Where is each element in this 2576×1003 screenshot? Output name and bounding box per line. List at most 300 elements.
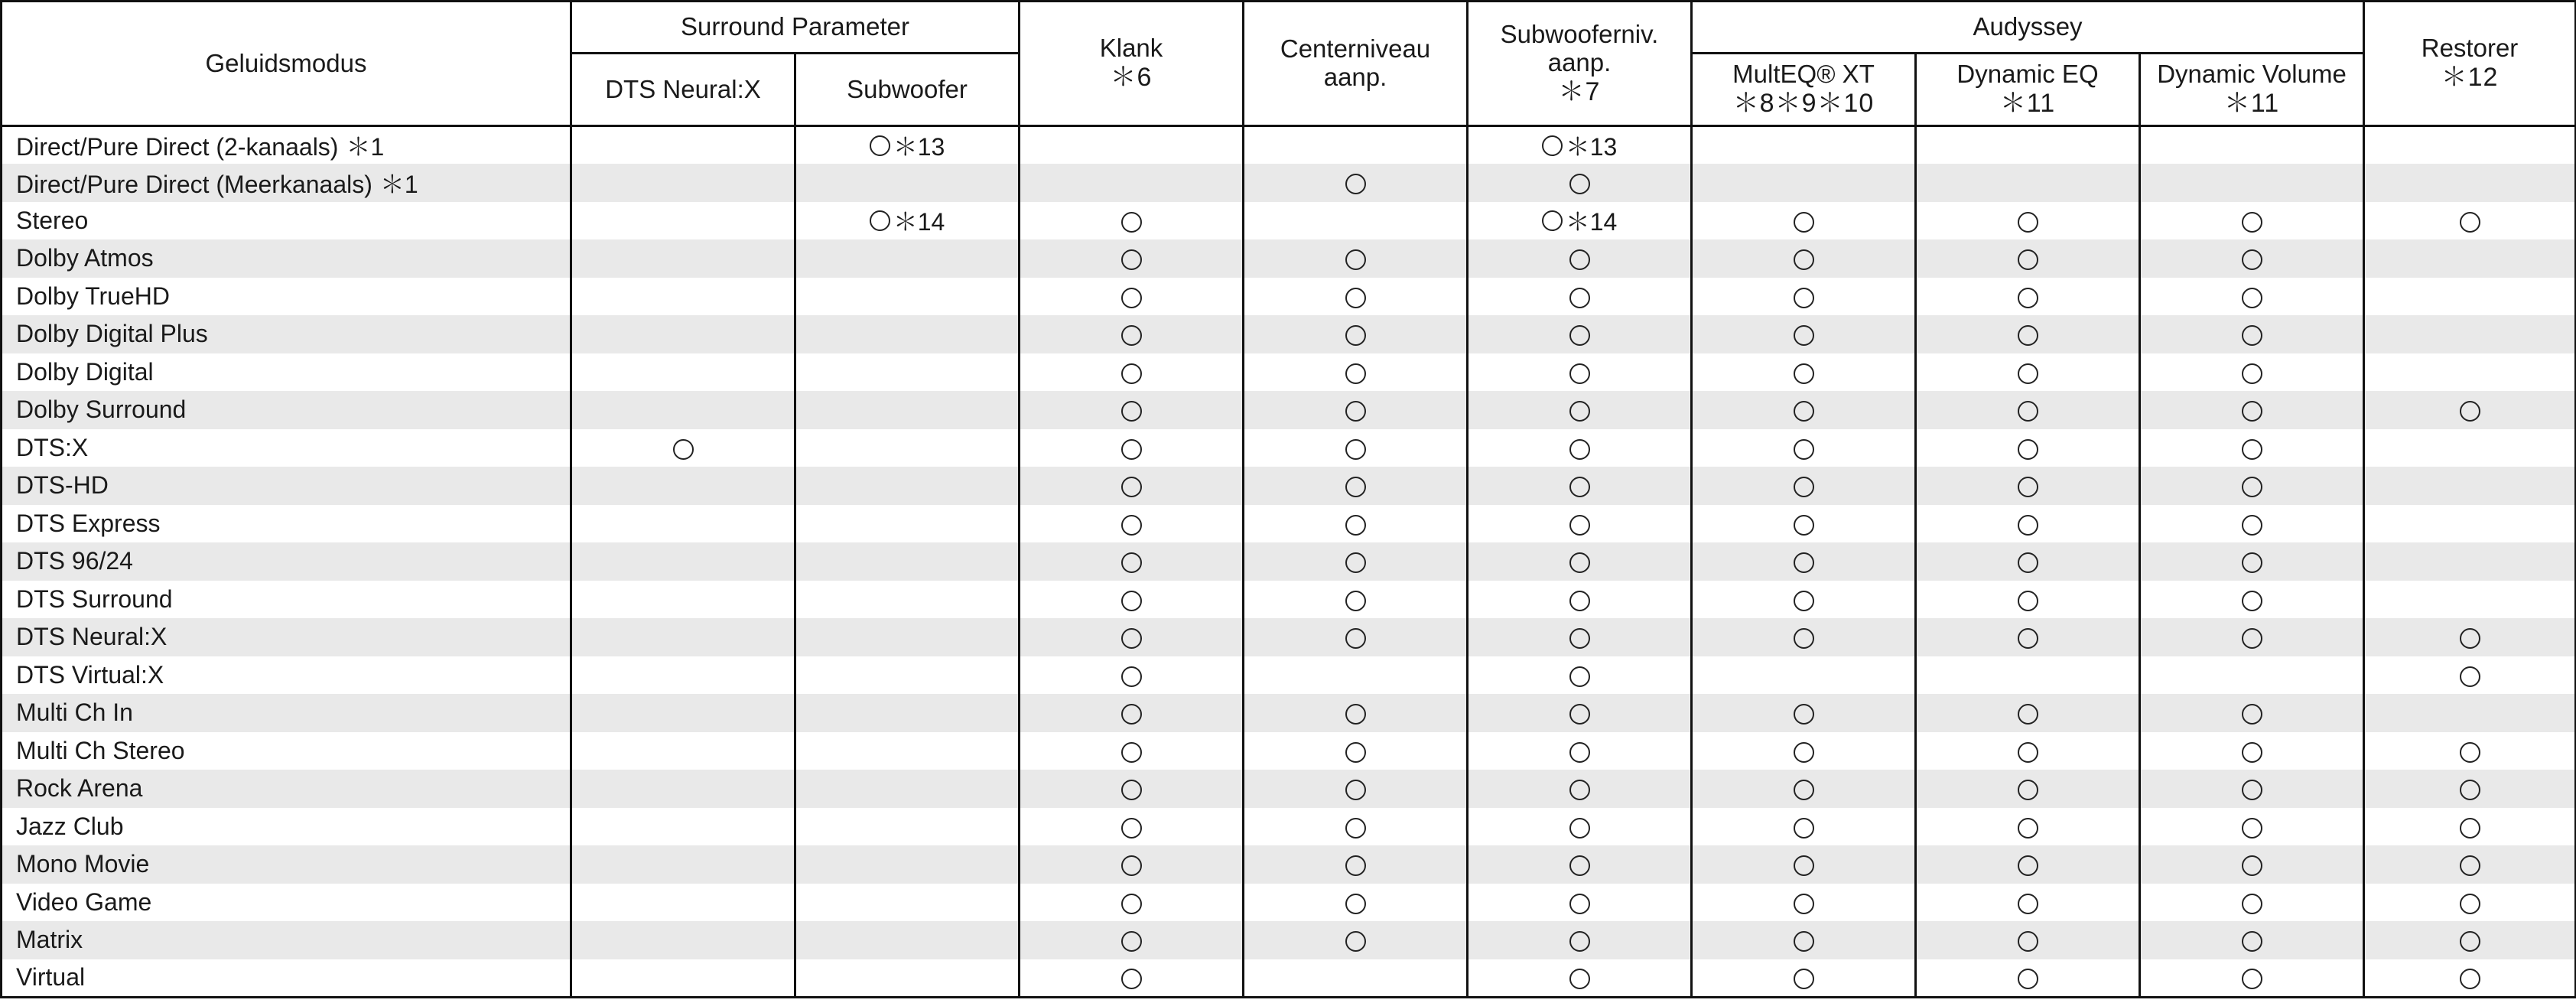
cell-klank [1020,429,1244,467]
cell-dynamic-volume [2140,845,2364,884]
supported-circle-icon [1569,477,1590,497]
cell-multeq-xt [1692,278,1916,316]
cell-multeq-xt [1692,467,1916,505]
cell-klank [1020,391,1244,429]
sound-mode-cell [2,618,571,656]
header-audyssey: Audyssey [1692,2,2364,54]
cell-dts-neural-x [571,505,795,543]
cell-subwoofer-level [1468,126,1692,164]
supported-circle-icon [2242,591,2262,611]
cell-klank [1020,542,1244,581]
cell-dynamic-eq [1916,656,2140,695]
supported-circle-icon [1794,855,1814,876]
supported-circle-icon [2242,325,2262,346]
cell-dynamic-volume [2140,732,2364,770]
supported-circle-icon [1345,363,1366,384]
supported-circle-icon [1794,894,1814,914]
cell-restorer [2364,429,2576,467]
cell-klank [1020,808,1244,846]
cell-subwoofer-level [1468,278,1692,316]
cell-dynamic-volume [2140,542,2364,581]
supported-circle-icon [2018,439,2038,460]
header-restorer [2364,2,2576,126]
supported-circle-icon [2460,212,2480,233]
table-row [2,542,2576,581]
cell-multeq-xt [1692,808,1916,846]
supported-circle-icon [2018,628,2038,649]
cell-dynamic-eq [1916,164,2140,202]
cell-subwoofer [795,542,1020,581]
cell-dts-neural-x [571,315,795,353]
supported-circle-icon [2018,591,2038,611]
cell-footnote: ＊13 [893,133,945,161]
cell-klank [1020,618,1244,656]
supported-circle-icon [1121,855,1142,876]
cell-dynamic-volume [2140,884,2364,922]
supported-circle-icon [1121,515,1142,536]
cell-centerniveau [1244,467,1468,505]
cell-subwoofer-level [1468,164,1692,202]
cell-subwoofer-level [1468,542,1692,581]
supported-circle-icon [1794,969,1814,989]
multeq-note: ＊8＊9＊10 [1732,89,1875,119]
supported-circle-icon [1345,325,1366,346]
cell-subwoofer [795,959,1020,998]
supported-circle-icon [2242,704,2262,725]
cell-restorer [2364,732,2576,770]
supported-circle-icon [2460,855,2480,876]
sound-mode-label: DTS:X [16,433,89,461]
cell-dynamic-eq [1916,732,2140,770]
cell-dynamic-eq [1916,694,2140,732]
cell-subwoofer [795,505,1020,543]
cell-dynamic-eq [1916,808,2140,846]
cell-subwoofer-level [1468,467,1692,505]
supported-circle-icon [1345,894,1366,914]
cell-restorer [2364,770,2576,808]
cell-klank [1020,164,1244,202]
supported-circle-icon [1569,704,1590,725]
cell-multeq-xt [1692,732,1916,770]
cell-subwoofer [795,656,1020,695]
cell-restorer [2364,694,2576,732]
sound-mode-cell [2,808,571,846]
sound-mode-label: Jazz Club [16,812,124,840]
header-centerniveau [1244,2,1468,126]
cell-dynamic-eq [1916,884,2140,922]
cell-subwoofer-level [1468,845,1692,884]
cell-klank [1020,126,1244,164]
header-sound-mode: Geluidsmodus [2,2,571,126]
supported-circle-icon [1121,969,1142,989]
cell-klank [1020,315,1244,353]
supported-circle-icon [2018,401,2038,422]
supported-circle-icon [2242,894,2262,914]
sound-mode-label: Multi Ch Stereo [16,736,185,764]
cell-centerniveau [1244,770,1468,808]
cell-klank [1020,732,1244,770]
supported-circle-icon [2242,477,2262,497]
cell-dynamic-eq [1916,542,2140,581]
cell-centerniveau [1244,732,1468,770]
table-row [2,164,2576,202]
cell-restorer [2364,239,2576,278]
supported-circle-icon [2242,515,2262,536]
cell-subwoofer-level [1468,694,1692,732]
cell-subwoofer [795,694,1020,732]
supported-circle-icon [1542,210,1563,231]
cell-subwoofer [795,618,1020,656]
sound-mode-label: DTS-HD [16,471,109,500]
supported-circle-icon [2018,969,2038,989]
cell-klank [1020,656,1244,695]
cell-klank [1020,239,1244,278]
sound-mode-label: DTS Surround [16,585,173,613]
supported-circle-icon [1569,931,1590,952]
cell-multeq-xt [1692,126,1916,164]
cell-dts-neural-x [571,581,795,619]
supported-circle-icon [1345,931,1366,952]
supported-circle-icon [1345,628,1366,649]
cell-dynamic-eq [1916,391,2140,429]
sound-mode-cell [2,164,571,202]
cell-multeq-xt [1692,164,1916,202]
cell-restorer [2364,808,2576,846]
cell-multeq-xt [1692,315,1916,353]
cell-restorer [2364,581,2576,619]
supported-circle-icon [2018,552,2038,573]
cell-subwoofer-level [1468,618,1692,656]
supported-circle-icon [870,135,890,156]
cell-subwoofer-level [1468,656,1692,695]
sound-mode-label: Mono Movie [16,850,150,878]
cell-centerniveau [1244,808,1468,846]
cell-dynamic-volume [2140,315,2364,353]
cell-restorer [2364,164,2576,202]
cell-subwoofer-level [1468,959,1692,998]
subniv-label-line2: aanp. [1547,47,1612,77]
supported-circle-icon [2242,818,2262,839]
header-subwoofer-level [1468,2,1692,126]
supported-circle-icon [1121,401,1142,422]
supported-circle-icon [2018,249,2038,270]
supported-circle-icon [2242,288,2262,308]
restorer-note: ＊12 [2441,63,2499,93]
supported-circle-icon [1794,704,1814,725]
table-row [2,278,2576,316]
supported-circle-icon [2242,249,2262,270]
supported-circle-icon [2460,628,2480,649]
sound-mode-label: Dolby Surround [16,396,187,424]
cell-centerniveau [1244,164,1468,202]
sound-mode-cell [2,239,571,278]
cell-restorer [2364,278,2576,316]
supported-circle-icon [2018,515,2038,536]
sound-mode-cell [2,353,571,392]
supported-circle-icon [1569,780,1590,800]
table-row [2,770,2576,808]
supported-circle-icon [1569,439,1590,460]
cell-centerniveau [1244,618,1468,656]
cell-centerniveau [1244,202,1468,240]
cell-dynamic-volume [2140,921,2364,959]
table-row [2,618,2576,656]
cell-dynamic-eq [1916,618,2140,656]
cell-centerniveau [1244,694,1468,732]
supported-circle-icon [2460,894,2480,914]
sound-mode-label: DTS Neural:X [16,623,168,651]
cell-dts-neural-x [571,542,795,581]
cell-subwoofer-level [1468,505,1692,543]
supported-circle-icon [1121,780,1142,800]
cell-centerniveau [1244,581,1468,619]
cell-dynamic-volume [2140,808,2364,846]
sound-mode-cell [2,884,571,922]
table-row [2,845,2576,884]
supported-circle-icon [1794,212,1814,233]
sound-mode-cell [2,921,571,959]
cell-restorer [2364,202,2576,240]
table-row [2,505,2576,543]
sound-mode-cell [2,770,571,808]
sound-mode-cell [2,467,571,505]
cell-footnote: ＊14 [1565,208,1618,236]
supported-circle-icon [2242,363,2262,384]
cell-restorer [2364,542,2576,581]
sound-mode-label: Matrix [16,926,83,954]
cell-centerniveau [1244,542,1468,581]
header-multeq-xt [1692,54,1916,126]
table-row [2,921,2576,959]
sound-mode-label: Virtual [16,963,86,991]
supported-circle-icon [1345,174,1366,194]
cell-dynamic-volume [2140,959,2364,998]
cell-dynamic-volume [2140,656,2364,695]
cell-dynamic-eq [1916,959,2140,998]
supported-circle-icon [673,439,694,460]
cell-subwoofer [795,126,1020,164]
cell-centerniveau [1244,656,1468,695]
cell-subwoofer [795,921,1020,959]
cell-centerniveau [1244,353,1468,392]
subniv-label-line1: Subwooferniv. [1500,20,1659,48]
cell-centerniveau [1244,429,1468,467]
cell-subwoofer-level [1468,921,1692,959]
supported-circle-icon [2018,818,2038,839]
cell-subwoofer-level [1468,391,1692,429]
cell-dynamic-eq [1916,770,2140,808]
subniv-note: ＊7 [1558,77,1601,106]
cell-centerniveau [1244,315,1468,353]
supported-circle-icon [1345,704,1366,725]
cell-dynamic-volume [2140,618,2364,656]
cell-subwoofer [795,732,1020,770]
table-row [2,884,2576,922]
cell-dts-neural-x [571,959,795,998]
sound-mode-note: ＊1 [346,133,385,161]
sound-mode-cell [2,505,571,543]
table-row [2,391,2576,429]
supported-circle-icon [1121,931,1142,952]
supported-circle-icon [1345,288,1366,308]
supported-circle-icon [2460,742,2480,763]
supported-circle-icon [1794,780,1814,800]
cell-dts-neural-x [571,391,795,429]
cell-subwoofer [795,770,1020,808]
cell-subwoofer-level [1468,732,1692,770]
supported-circle-icon [1345,477,1366,497]
sound-mode-cell [2,126,571,164]
cell-centerniveau [1244,239,1468,278]
supported-circle-icon [870,210,890,231]
supported-circle-icon [1121,477,1142,497]
cell-multeq-xt [1692,581,1916,619]
sound-mode-cell [2,959,571,998]
table-row [2,959,2576,998]
cell-footnote: ＊13 [1565,133,1618,161]
cell-dynamic-volume [2140,202,2364,240]
supported-circle-icon [2460,818,2480,839]
supported-circle-icon [2018,742,2038,763]
cell-dynamic-eq [1916,505,2140,543]
sound-mode-label: Stereo [16,206,89,234]
supported-circle-icon [1345,552,1366,573]
supported-circle-icon [1345,780,1366,800]
cell-klank [1020,694,1244,732]
supported-circle-icon [1794,477,1814,497]
header-dynamic-volume [2140,54,2364,126]
cell-restorer [2364,618,2576,656]
cell-klank [1020,353,1244,392]
dynvol-note: ＊11 [2223,89,2280,119]
cell-subwoofer [795,239,1020,278]
sound-mode-label: DTS Express [16,509,161,537]
cell-klank [1020,959,1244,998]
sound-mode-note: ＊1 [379,170,418,198]
supported-circle-icon [1569,325,1590,346]
supported-circle-icon [2018,212,2038,233]
cell-centerniveau [1244,845,1468,884]
supported-circle-icon [2018,363,2038,384]
supported-circle-icon [1121,818,1142,839]
cell-dynamic-volume [2140,126,2364,164]
cell-multeq-xt [1692,884,1916,922]
cell-subwoofer-level [1468,315,1692,353]
supported-circle-icon [1794,401,1814,422]
supported-circle-icon [1794,249,1814,270]
supported-circle-icon [2018,477,2038,497]
cell-dts-neural-x [571,353,795,392]
multeq-label: MultEQ® XT [1732,60,1875,89]
sound-mode-cell [2,845,571,884]
sound-mode-cell [2,429,571,467]
supported-circle-icon [1569,288,1590,308]
table-row [2,239,2576,278]
cell-subwoofer [795,845,1020,884]
cell-dts-neural-x [571,884,795,922]
sound-mode-cell [2,202,571,240]
cell-centerniveau [1244,126,1468,164]
supported-circle-icon [1569,591,1590,611]
sound-mode-label: Dolby Digital Plus [16,320,208,348]
supported-circle-icon [1345,855,1366,876]
header-klank [1020,2,1244,126]
cell-subwoofer-level [1468,353,1692,392]
supported-circle-icon [1345,515,1366,536]
supported-circle-icon [1569,628,1590,649]
supported-circle-icon [1569,969,1590,989]
cell-dynamic-eq [1916,202,2140,240]
supported-circle-icon [1569,515,1590,536]
sound-mode-cell [2,315,571,353]
cell-klank [1020,467,1244,505]
cell-multeq-xt [1692,353,1916,392]
dynvol-label: Dynamic Volume [2157,60,2347,89]
cell-dynamic-volume [2140,391,2364,429]
supported-circle-icon [2242,401,2262,422]
dyneq-label: Dynamic EQ [1956,60,2099,89]
table-row [2,656,2576,695]
cell-klank [1020,202,1244,240]
supported-circle-icon [1794,363,1814,384]
cell-dynamic-eq [1916,581,2140,619]
cell-subwoofer [795,808,1020,846]
cell-subwoofer [795,884,1020,922]
supported-circle-icon [2460,780,2480,800]
cell-subwoofer-level [1468,239,1692,278]
cell-klank [1020,921,1244,959]
klank-label: Klank [1099,34,1163,63]
cell-dts-neural-x [571,656,795,695]
supported-circle-icon [2460,931,2480,952]
sound-mode-label: Multi Ch In [16,699,133,727]
header-row-1 [2,2,2576,54]
sound-mode-label: Direct/Pure Direct (2-kanaals) [16,133,339,161]
header-dynamic-eq [1916,54,2140,126]
cell-dynamic-volume [2140,429,2364,467]
supported-circle-icon [1569,666,1590,687]
table-row [2,694,2576,732]
supported-circle-icon [2018,855,2038,876]
supported-circle-icon [2018,288,2038,308]
table-body [2,126,2576,998]
klank-note: ＊6 [1110,63,1153,93]
sound-mode-cell [2,732,571,770]
cell-subwoofer [795,353,1020,392]
cell-subwoofer-level [1468,581,1692,619]
cell-dts-neural-x [571,126,795,164]
supported-circle-icon [1794,628,1814,649]
cell-subwoofer-level [1468,770,1692,808]
table-row [2,808,2576,846]
sound-mode-label: Dolby Digital [16,357,154,386]
cell-restorer [2364,884,2576,922]
cell-klank [1020,845,1244,884]
cell-restorer [2364,845,2576,884]
supported-circle-icon [1569,249,1590,270]
cell-dynamic-eq [1916,239,2140,278]
table-row [2,202,2576,240]
supported-circle-icon [2018,780,2038,800]
cell-dynamic-volume [2140,581,2364,619]
sound-mode-label: Dolby TrueHD [16,282,170,310]
cell-dynamic-eq [1916,353,2140,392]
cell-dts-neural-x [571,467,795,505]
supported-circle-icon [1542,135,1563,156]
cell-dts-neural-x [571,808,795,846]
cell-subwoofer [795,202,1020,240]
header-surround-parameter: Surround Parameter [571,2,1020,54]
